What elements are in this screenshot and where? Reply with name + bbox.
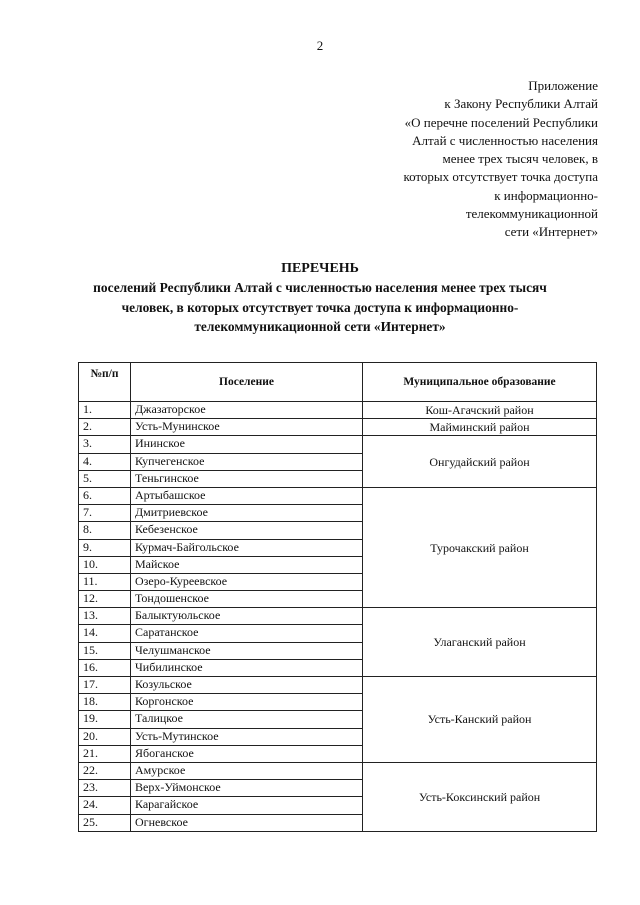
municipal-district: Онгудайский район <box>363 436 597 488</box>
row-number: 13. <box>79 608 131 625</box>
table-row <box>79 419 597 436</box>
header-settlement: Поселение <box>131 363 363 402</box>
table-row <box>79 608 597 625</box>
header-district: Муниципальное образование <box>363 363 597 402</box>
settlement-name: Кебезенское <box>131 522 363 539</box>
municipal-district: Турочакский район <box>363 487 597 607</box>
subtitle-line: человек, в которых отсутствует точка доступа к информационно- <box>121 299 519 315</box>
appendix-line: к Закону Республики Алтай <box>444 96 598 112</box>
subtitle-line: телекоммуникационной сети «Интернет» <box>194 319 446 335</box>
settlement-name: Коргонское <box>131 694 363 711</box>
table-row <box>79 436 597 453</box>
row-number: 12. <box>79 591 131 608</box>
row-number: 3. <box>79 436 131 453</box>
settlement-name: Артыбашское <box>131 487 363 504</box>
row-number: 2. <box>79 419 131 436</box>
row-number: 21. <box>79 745 131 762</box>
row-number: 10. <box>79 556 131 573</box>
row-number: 17. <box>79 677 131 694</box>
settlement-name: Огневское <box>131 814 363 831</box>
row-number: 25. <box>79 814 131 831</box>
settlement-name: Джазаторское <box>131 402 363 419</box>
settlement-name: Ябоганское <box>131 745 363 762</box>
row-number: 4. <box>79 453 131 470</box>
municipal-district: Улаганский район <box>363 608 597 677</box>
appendix-note <box>318 77 598 242</box>
settlement-name: Курмач-Байгольское <box>131 539 363 556</box>
settlement-name: Верх-Уймонское <box>131 780 363 797</box>
row-number: 11. <box>79 573 131 590</box>
settlement-name: Козульское <box>131 677 363 694</box>
appendix-line: Алтай с численностью населения <box>412 132 598 148</box>
settlement-name: Теньгинское <box>131 470 363 487</box>
row-number: 6. <box>79 487 131 504</box>
subtitle-line: поселений Республики Алтай с численностью населения менее трех тысяч <box>93 280 547 295</box>
document-subtitle <box>40 278 600 337</box>
settlement-name: Ининское <box>131 436 363 453</box>
row-number: 16. <box>79 659 131 676</box>
table-header-row <box>79 363 597 402</box>
table-row <box>79 402 597 419</box>
settlement-name: Озеро-Куреевское <box>131 573 363 590</box>
settlement-name: Усть-Мунинское <box>131 419 363 436</box>
settlement-name: Купчегенское <box>131 453 363 470</box>
appendix-line: телекоммуникационной <box>465 206 598 222</box>
header-number: №п/п <box>79 363 131 402</box>
row-number: 7. <box>79 505 131 522</box>
row-number: 15. <box>79 642 131 659</box>
settlement-name: Чибилинское <box>131 659 363 676</box>
settlement-name: Дмитриевское <box>131 505 363 522</box>
page-number: 2 <box>316 38 324 53</box>
municipal-district: Майминский район <box>363 419 597 436</box>
row-number: 24. <box>79 797 131 814</box>
settlements-table <box>78 362 597 832</box>
row-number: 20. <box>79 728 131 745</box>
appendix-line: «О перечне поселений Республики <box>404 114 598 130</box>
table-row <box>79 677 597 694</box>
row-number: 14. <box>79 625 131 642</box>
appendix-line: менее трех тысяч человек, в <box>442 151 598 167</box>
row-number: 9. <box>79 539 131 556</box>
appendix-line: к информационно- <box>494 187 598 203</box>
table-row <box>79 487 597 504</box>
settlement-name: Усть-Мутинское <box>131 728 363 745</box>
row-number: 8. <box>79 522 131 539</box>
municipal-district: Усть-Канский район <box>363 677 597 763</box>
row-number: 22. <box>79 762 131 779</box>
municipal-district: Кош-Агачский район <box>363 402 597 419</box>
row-number: 18. <box>79 694 131 711</box>
settlement-name: Челушманское <box>131 642 363 659</box>
municipal-district: Усть-Коксинский район <box>363 762 597 831</box>
table-row <box>79 762 597 779</box>
settlement-name: Талицкое <box>131 711 363 728</box>
settlement-name: Майское <box>131 556 363 573</box>
settlement-name: Амурское <box>131 762 363 779</box>
row-number: 1. <box>79 402 131 419</box>
appendix-line: Приложение <box>528 78 598 93</box>
document-title: ПЕРЕЧЕНЬ <box>281 261 359 276</box>
row-number: 23. <box>79 780 131 797</box>
settlement-name: Тондошенское <box>131 591 363 608</box>
settlement-name: Балыктуюльское <box>131 608 363 625</box>
settlement-name: Карагайское <box>131 797 363 814</box>
row-number: 5. <box>79 470 131 487</box>
settlement-name: Саратанское <box>131 625 363 642</box>
document-title-block <box>40 259 600 337</box>
appendix-line: сети «Интернет» <box>504 224 598 240</box>
row-number: 19. <box>79 711 131 728</box>
appendix-line: которых отсутствует точка доступа <box>403 169 598 185</box>
